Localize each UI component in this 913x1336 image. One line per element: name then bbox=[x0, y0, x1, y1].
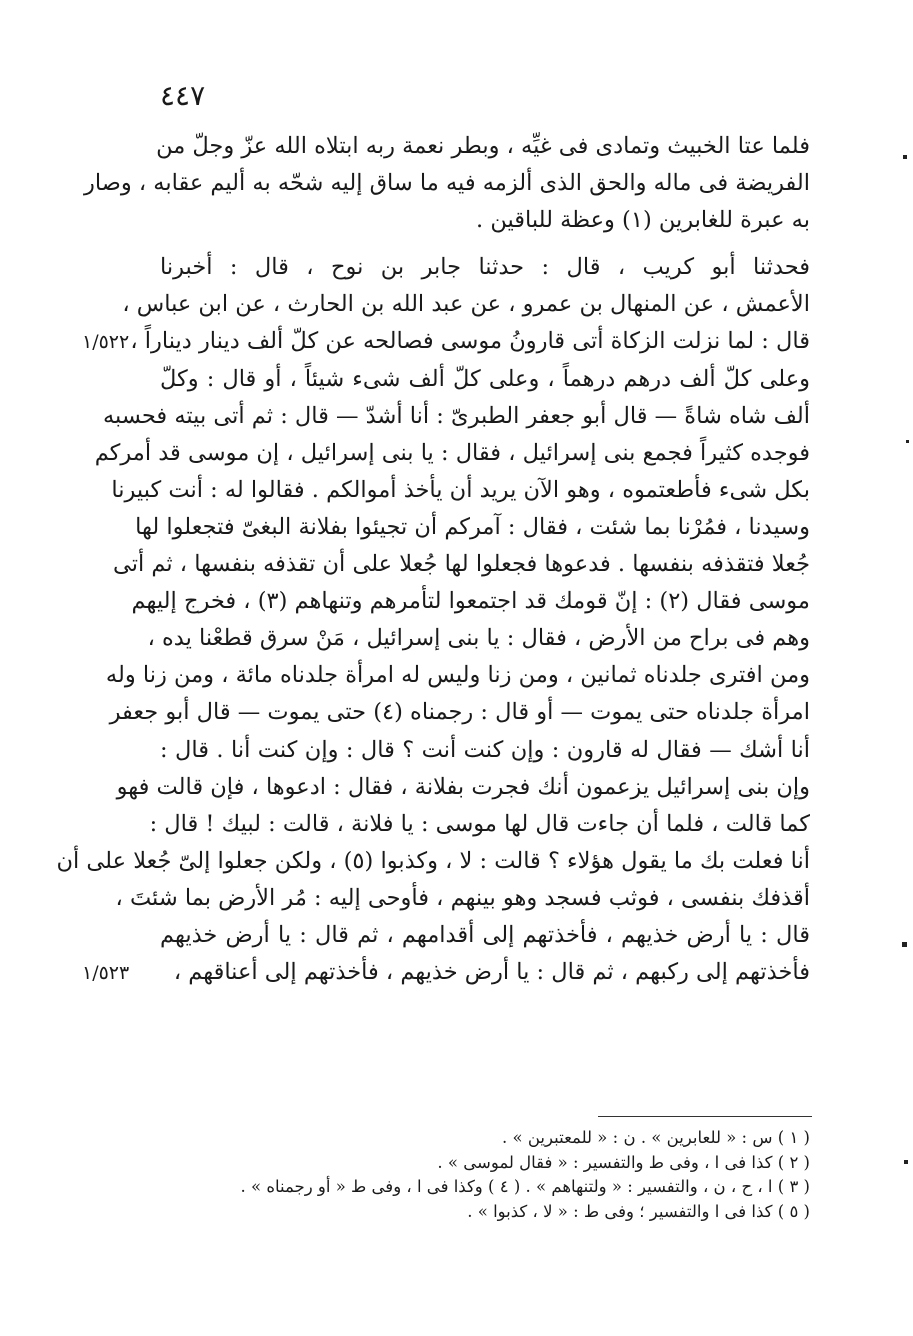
text-line: أنا فعلت بك ما يقول هؤلاء ؟ قالت : لا ، وكذبوا (٥) ، ولكن جعلوا إلىّ جُعلا على أن bbox=[56, 847, 810, 874]
margin-reference: ١/٥٢٣ bbox=[82, 962, 130, 985]
text-line: وإن بنى إسرائيل يزعمون أنك فجرت بفلانة ، فقال : ادعوها ، فإن قالت فهو bbox=[116, 773, 810, 800]
text-line: فأخذتهم إلى ركبهم ، ثم قال : يا أرض خذيهم ، فأخذتهم إلى أعناقهم ، bbox=[173, 959, 810, 986]
footnote-1: ( ١ ) س : « للعابرين » . ن : « للمعتبرين » . bbox=[502, 1128, 810, 1147]
text-line: الفريضة فى ماله والحق الذى ألزمه فيه ما ساق إليه شحّه به أليم عقابه ، وصار bbox=[84, 170, 810, 197]
text-line: بكل شىء فأطعتموه ، وهو الآن يريد أن يأخذ أموالكم . فقالوا له : أنت كبيرنا bbox=[111, 476, 810, 503]
text-line: ألف شاه شاةً — قال أبو جعفر الطبرىّ : أنا أشدّ — قال : ثم أتى بيته فحسبه bbox=[102, 402, 810, 429]
paragraph-1 bbox=[84, 128, 810, 239]
text-line: فلما عتا الخبيث وتمادى فى غيِّه ، وبطر نعمة ربه ابتلاه الله عزّ وجلّ من bbox=[156, 133, 810, 159]
footnote-separator bbox=[598, 1116, 812, 1117]
footnote-3: ( ٣ ) ا ، ح ، ن ، والتفسير : « ولتنهاهم » . ( ٤ ) وكذا فى ا ، وفى ط « أو رجمناه » . bbox=[240, 1177, 810, 1197]
page-number: ٤٤٧ bbox=[160, 79, 206, 112]
text-line: الأعمش ، عن المنهال بن عمرو ، عن عبد الله بن الحارث ، عن ابن عباس ، bbox=[122, 291, 810, 318]
text-line: جُعلا فتقذفه بنفسها . فدعوها فجعلوا لها جُعلا على أن تقذفه بنفسها ، ثم أتى bbox=[113, 551, 810, 578]
text-line: فوجده كثيراً فجمع بنى إسرائيل ، فقال : يا بنى إسرائيل ، إن موسى قد أمركم bbox=[94, 439, 810, 466]
text-line: وسيدنا ، فمُرْنا بما شئت ، فقال : آمركم أن تجيئوا بفلانة البغىّ فتجعلوا لها bbox=[135, 513, 810, 540]
text-line: أنا أشك — فقال له قارون : وإن كنت أنت ؟ قال : وإن كنت أنا . قال : bbox=[160, 736, 810, 763]
scan-speck bbox=[903, 155, 907, 159]
text-line: وعلى كلّ ألف درهم درهماً ، وعلى كلّ ألف شىء شيئاً ، أو قال : وكلّ bbox=[160, 365, 810, 392]
text-line: امرأة جلدناه حتى يموت — أو قال : رجمناه (٤) حتى يموت — قال أبو جعفر bbox=[109, 699, 810, 726]
footnote-4: ( ٥ ) كذا فى ا والتفسير ؛ وفى ط : « لا ، كذبوا » . bbox=[467, 1201, 810, 1221]
text-line: وهم فى براح من الأرض ، فقال : يا بنى إسرائيل ، مَنْ سرق قطعْنا يده ، bbox=[147, 625, 810, 652]
text-line: ومن افترى جلدناه ثمانين ، ومن زنا وليس له امرأة جلدناه مائة ، ومن زنا وله bbox=[105, 662, 810, 689]
scan-speck bbox=[902, 942, 907, 947]
text-line: قال : لما نزلت الزكاة أتى قارونُ موسى فصالحه عن كلّ ألف دينار ديناراً ، bbox=[130, 328, 810, 355]
footnote-2: ( ٢ ) كذا فى ا ، وفى ط والتفسير : « فقال لموسى » . bbox=[437, 1152, 810, 1172]
footnotes bbox=[160, 1126, 810, 1224]
text-line: موسى فقال (٢) : إنّ قومك قد اجتمعوا لتأمرهم وتنهاهم (٣) ، فخرج إليهم bbox=[131, 588, 810, 615]
text-line: فحدثنا أبو كريب ، قال : حدثنا جابر بن نوح ، قال : أخبرنا bbox=[160, 254, 810, 281]
text-line: أقذفك بنفسى ، فوثب فسجد وهو بينهم ، فأوحى إليه : مُر الأرض بما شئتَ ، bbox=[115, 884, 810, 911]
text-line: كما قالت ، فلما أن جاءت قال لها موسى : يا فلانة ، قالت : لبيك ! قال : bbox=[149, 810, 810, 837]
margin-reference: ١/٥٢٢ bbox=[82, 331, 130, 354]
text-line: قال : يا أرض خذيهم ، فأخذتهم إلى أقدامهم ، ثم قال : يا أرض خذيهم bbox=[160, 921, 810, 948]
scan-speck bbox=[906, 440, 909, 443]
scan-speck bbox=[904, 1160, 908, 1164]
text-line: به عبرة للغابرين (١) وعظة للباقين . bbox=[476, 207, 810, 234]
